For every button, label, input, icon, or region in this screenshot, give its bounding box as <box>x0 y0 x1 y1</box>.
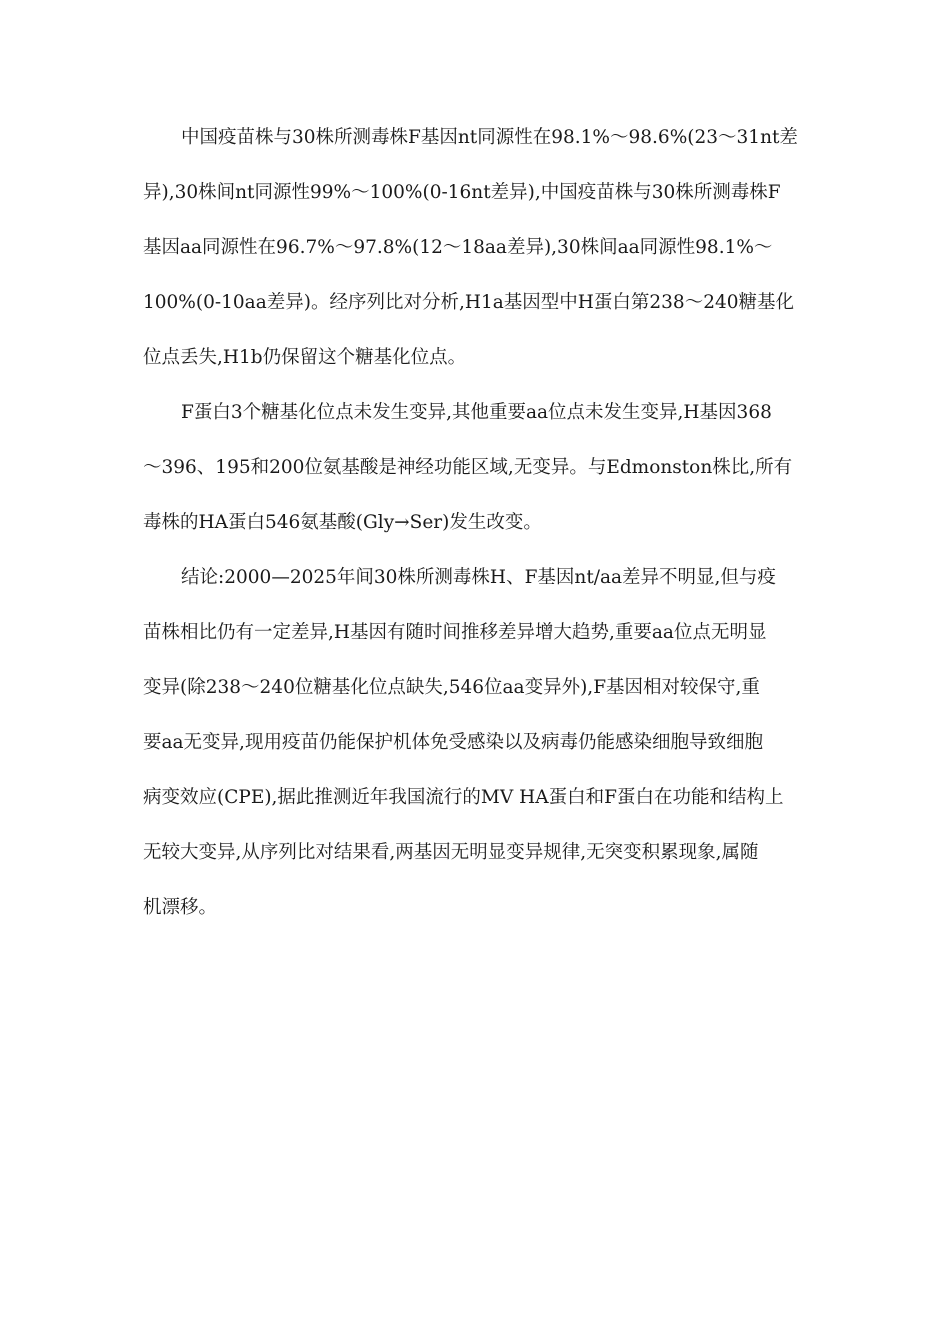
text-line: 位点丢失,H1b仍保留这个糖基化位点。 <box>143 347 467 368</box>
text-line: 100%(0-10aa差异)。经序列比对分析,H1a基因型中H蛋白第238～240糖基化 <box>143 292 795 313</box>
text-line: 中国疫苗株与30株所测毒株F基因nt同源性在98.1%～98.6%(23～31nt差 <box>181 127 798 148</box>
text-line: 异),30株间nt同源性99%～100%(0-16nt差异),中国疫苗株与30株所测毒株F <box>143 182 781 203</box>
text-line: 基因aa同源性在96.7%～97.8%(12～18aa差异),30株间aa同源性98.1%～ <box>143 237 773 258</box>
text-line: 病变效应(CPE),据此推测近年我国流行的MV HA蛋白和F蛋白在功能和结构上 <box>143 787 784 808</box>
text-line: 变异(除238～240位糖基化位点缺失,546位aa变异外),F基因相对较保守,重 <box>143 677 760 698</box>
text-line: 要aa无变异,现用疫苗仍能保护机体免受感染以及病毒仍能感染细胞导致细胞 <box>143 732 763 753</box>
text-line: F蛋白3个糖基化位点未发生变异,其他重要aa位点未发生变异,H基因368 <box>181 402 772 423</box>
document-body <box>143 118 807 943</box>
text-line: ～396、195和200位氨基酸是神经功能区域,无变异。与Edmonston株比,所有 <box>143 457 793 478</box>
paragraph-conclusion <box>143 558 807 927</box>
text-line: 无较大变异,从序列比对结果看,两基因无明显变异规律,无突变积累现象,属随 <box>143 842 759 863</box>
paragraph-homology <box>143 118 807 377</box>
text-line: 苗株相比仍有一定差异,H基因有随时间推移差异增大趋势,重要aa位点无明显 <box>143 622 767 643</box>
text-line: 机漂移。 <box>143 897 218 918</box>
text-line: 毒株的HA蛋白546氨基酸(Gly→Ser)发生改变。 <box>143 512 542 533</box>
paragraph-glycosylation <box>143 393 807 542</box>
text-line: 结论:2000—2025年间30株所测毒株H、F基因nt/aa差异不明显,但与疫 <box>181 567 776 588</box>
